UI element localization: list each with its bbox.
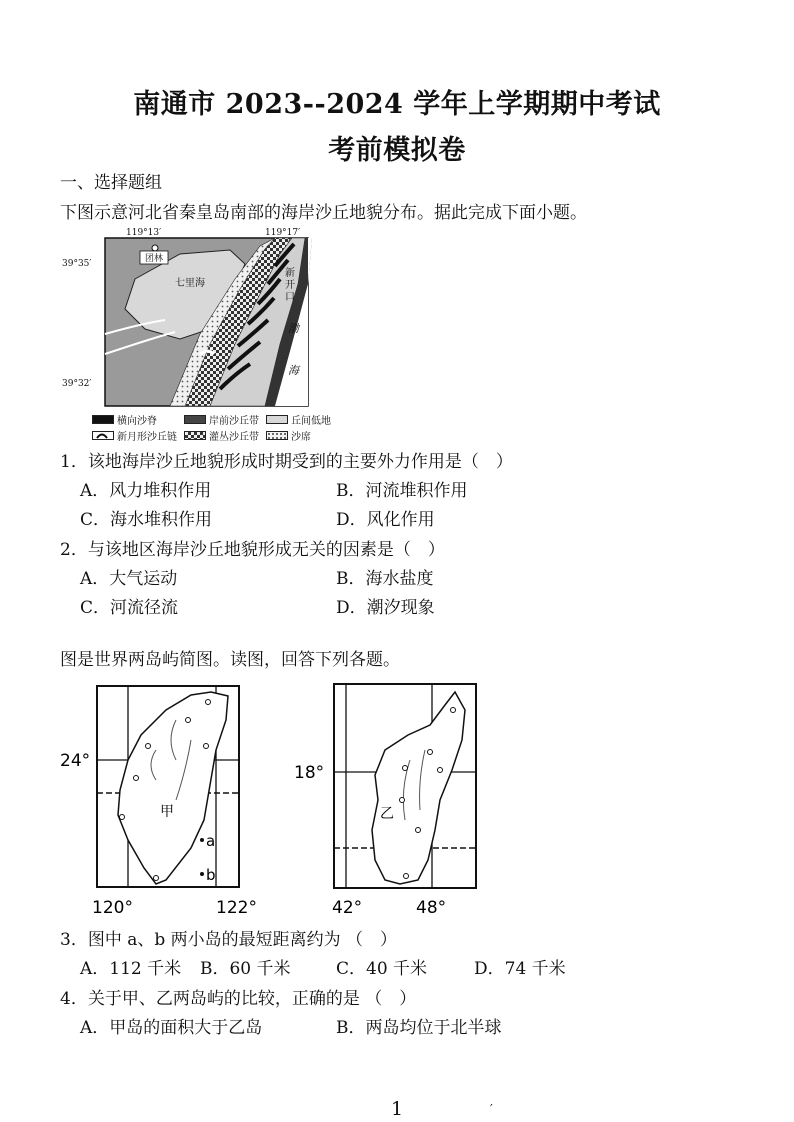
sea-label-hai: 海 [288, 364, 299, 377]
question-1-option-d[interactable]: D．风化作用 [336, 510, 435, 530]
question-3-option-b[interactable]: B．60 千米 [200, 959, 291, 979]
legend-item [266, 428, 311, 443]
legend-swatch [92, 415, 114, 424]
legend-label: 灌丛沙丘带 [209, 432, 259, 443]
place-xinkaikou-3: 口 [285, 292, 295, 303]
legend-item [92, 412, 157, 427]
group2-intro: 图是世界两岛屿简图。读图，回答下列各题。 [60, 650, 400, 670]
place-tuanlin: 团林 [144, 254, 164, 264]
legend-item [184, 428, 259, 443]
legend-label: 沙席 [291, 432, 311, 443]
island-map-left [56, 680, 276, 920]
question-3-stem: 3．图中 a、b 两小岛的最短距离约为 （ ） [60, 930, 398, 950]
question-1-option-c[interactable]: C．海水堆积作用 [80, 510, 213, 530]
question-1-option-b[interactable]: B．河流堆积作用 [336, 481, 468, 501]
legend-swatch [266, 415, 288, 424]
lon-label-122: 122° [216, 898, 257, 918]
question-1-stem: 1．该地海岸沙丘地貌形成时期受到的主要外力作用是（ ） [60, 452, 513, 472]
lon-label-48: 48° [416, 898, 447, 918]
lat-bottom-label: 39°32′ [62, 379, 92, 389]
question-4-stem: 4．关于甲、乙两岛屿的比较，正确的是 （ ） [60, 989, 417, 1009]
legend-swatch [184, 431, 206, 440]
question-4-option-b[interactable]: B．两岛均位于北半球 [336, 1018, 502, 1038]
legend-label: 丘间低地 [291, 416, 331, 427]
lon-label-120: 120° [92, 898, 133, 918]
lon-label-42: 42° [332, 898, 363, 918]
island-a-label: a [206, 832, 216, 850]
lon-right-label: 119°17′ [265, 228, 301, 238]
coastal-dune-map [60, 224, 360, 446]
place-qilihai: 七里海 [175, 278, 205, 289]
question-3-option-a[interactable]: A．112 千米 [80, 959, 182, 979]
island-map-right [290, 680, 490, 920]
question-1-option-a[interactable]: A．风力堆积作用 [80, 481, 212, 501]
legend-label: 新月形沙丘链 [117, 432, 177, 443]
lat-label-18: 18° [294, 763, 325, 783]
island-label-jia: 甲 [160, 804, 174, 820]
legend-swatch [184, 415, 206, 424]
lat-label-24: 24° [60, 751, 91, 771]
lon-left-label: 119°13′ [126, 228, 162, 238]
legend-label: 横向沙脊 [117, 416, 157, 427]
island-label-yi: 乙 [380, 806, 394, 822]
lat-top-label: 39°35′ [62, 259, 92, 269]
page-subtitle: 考前模拟卷 [328, 135, 466, 166]
island-a-marker [200, 838, 204, 842]
legend-swatch [266, 431, 288, 440]
question-2-option-a[interactable]: A．大气运动 [80, 569, 178, 589]
question-2-stem: 2．与该地区海岸沙丘地貌形成无关的因素是（ ） [60, 540, 445, 560]
section-heading: 一、选择题组 [60, 173, 162, 193]
legend-swatch [92, 431, 114, 440]
legend-item [92, 428, 177, 443]
question-3-option-d[interactable]: D．74 千米 [474, 959, 566, 979]
legend-label: 岸前沙丘带 [209, 416, 259, 427]
question-3-option-c[interactable]: C．40 千米 [336, 959, 428, 979]
island-b-label: b [206, 866, 216, 884]
group1-intro: 下图示意河北省秦皇岛南部的海岸沙丘地貌分布。据此完成下面小题。 [60, 203, 587, 223]
question-2-option-c[interactable]: C．河流径流 [80, 598, 179, 618]
question-2-option-b[interactable]: B．海水盐度 [336, 569, 434, 589]
place-xinkaikou-2: 开 [285, 280, 295, 291]
question-4-option-a[interactable]: A．甲岛的面积大于乙岛 [80, 1018, 263, 1038]
page-title: 南通市 2023--2024 学年上学期期中考试 [133, 89, 661, 120]
sea-label-bo: 渤 [288, 322, 299, 335]
footer-mark: ′ [490, 1102, 493, 1116]
place-xinkaikou-1: 新 [285, 268, 295, 279]
legend-item [184, 412, 259, 427]
page-number: 1 [390, 1098, 404, 1120]
island-b-marker [200, 872, 204, 876]
legend-item [266, 412, 331, 427]
question-2-option-d[interactable]: D．潮汐现象 [336, 598, 435, 618]
